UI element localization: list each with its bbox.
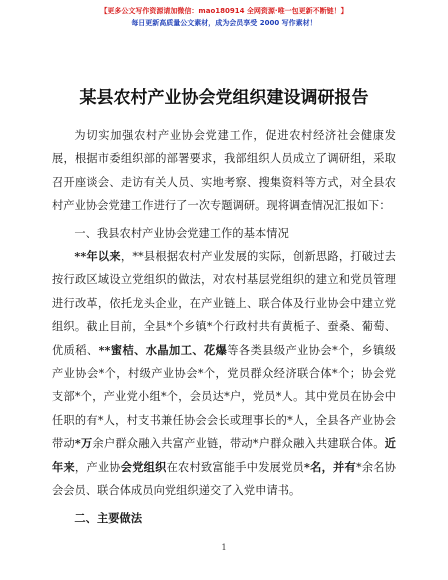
section-1-paragraph xyxy=(52,245,396,502)
section-2-heading: 二、主要做法 xyxy=(74,510,143,525)
body-text: ，产业协 xyxy=(74,460,121,474)
body-text: ，**县根据农村产业发展的实际，创新思路，打破过去按行政区域设立党组织的做法，对农村基层党组织的建立和党员管理进行改革，依托龙头企业，在产业链上、联合体及行业协会中建立党组织。截止目前，全县*个乡镇*个行政村共有黄栀子、蚕桑、葡萄、优质稻、 xyxy=(52,250,396,357)
document-title: 某县农村产业协会党组织建设调研报告 xyxy=(79,88,369,108)
page-number: 1 xyxy=(221,543,227,552)
document-body xyxy=(52,124,396,530)
body-text: *余名协会会员、联合体成员向党组织递交了入党申请书。 xyxy=(52,460,397,498)
promo-banner-line-2: 每日更新高质量公文素材，成为会员享受 2000 写作素材！ xyxy=(131,19,317,27)
bold-text: **年以来 xyxy=(74,249,121,264)
bold-text: 会党组织 xyxy=(120,459,167,474)
bold-text: 近年来 xyxy=(52,436,396,474)
body-text: 等各类县级产业协会*个，乡镇级产业协会*个，村级产业协会*个，党员群众经济联合体*个；协会党支部*个，产业党小组*个，会员达*户，党员*人。其中党员在协会中任职的有*人，村支书兼任协会会长或理事长的*人，全县各产业协会带动 xyxy=(52,343,396,451)
intro-paragraph: 为切实加强农村产业协会党建工作，促进农村经济社会健康发展，根据市委组织部的部署要求，我部组织人员成立了调研组，采取召开座谈会、走访有关人员、实地考察、搜集资料等方式，对全县农村产业协会党建工作进行了一次专题调研。现将调查情况汇报如下： xyxy=(52,129,396,213)
bold-text: *万 xyxy=(74,436,93,451)
body-text: 余户群众融入共富产业链，带动*户群众融入共建联合体。 xyxy=(92,437,385,451)
bold-text: *名，并有 xyxy=(304,459,356,474)
body-text: 在农村致富能手中发展党员 xyxy=(166,460,305,474)
section-1-heading: 一、我县农村产业协会党建工作的基本情况 xyxy=(74,226,289,240)
bold-text: **蜜桔、水晶加工、花爆 xyxy=(98,342,228,357)
promo-banner-line-1: 【更多公文写作资源请加微信：mao180914 全网资源·唯一包更新不断链！】 xyxy=(100,7,348,15)
